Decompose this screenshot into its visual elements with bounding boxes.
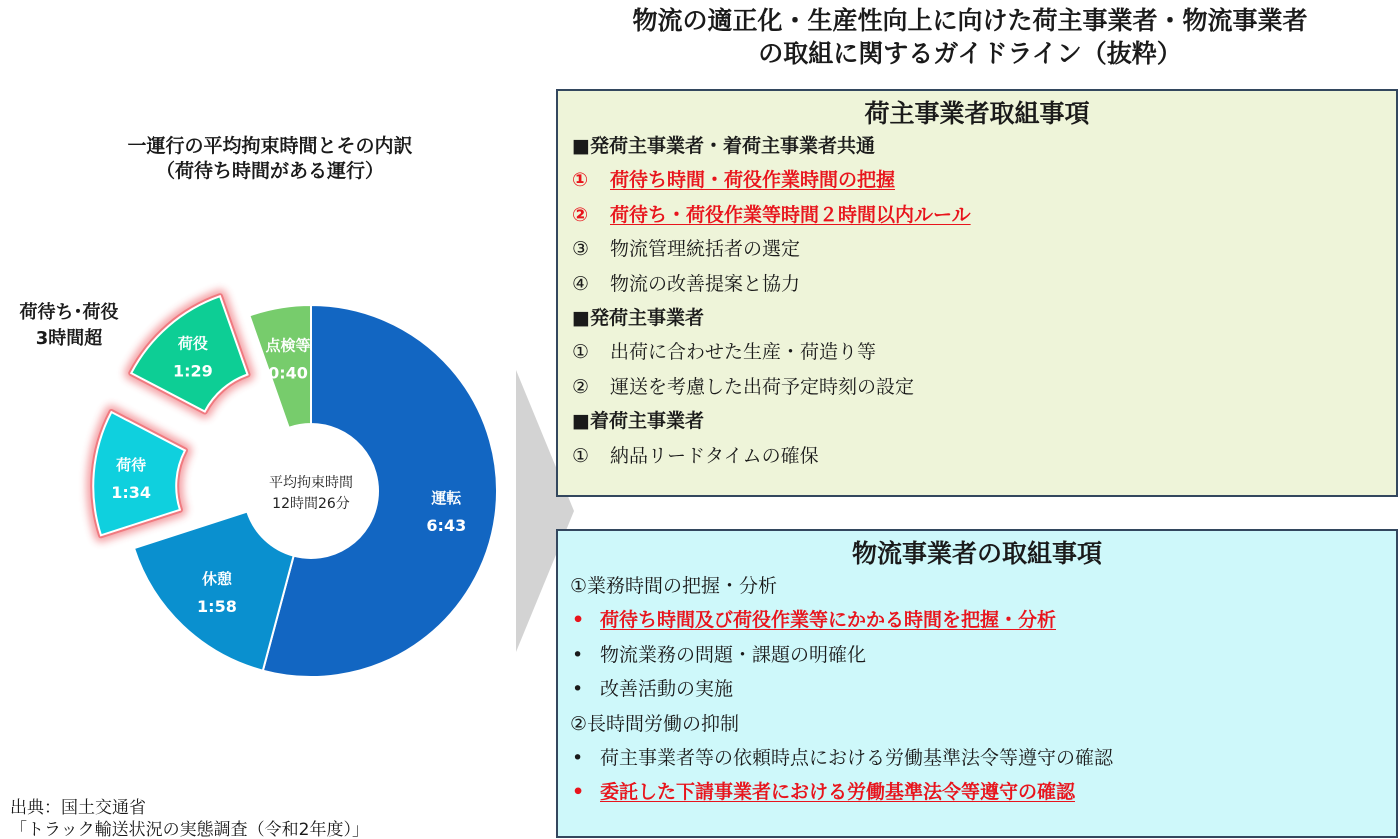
shipper-list xyxy=(558,129,1396,473)
source-line1: 出典：国土交通省 xyxy=(10,798,146,818)
shipper-item-marker: ■ xyxy=(572,410,590,433)
logistics-item-marker: • xyxy=(572,678,584,701)
shipper-item-marker: ② xyxy=(572,375,590,398)
shipper-box-title: 荷主事業者取組事項 xyxy=(864,99,1090,128)
shipper-item-text: 荷待ち・荷役作業等時間２時間以内ルール xyxy=(610,203,971,226)
main-title xyxy=(540,4,1400,70)
slice-driving-label: 運転 xyxy=(431,488,462,507)
logistics-item-text: 荷待ち時間及び荷役作業等にかかる時間を把握・分析 xyxy=(600,609,1057,632)
chart-title-line2: （荷待ち時間がある運行） xyxy=(155,160,384,182)
logistics-item xyxy=(558,707,1396,741)
logistics-item xyxy=(558,775,1396,809)
logistics-item-text: ①業務時間の把握・分析 xyxy=(570,575,778,597)
shipper-item-marker: ① xyxy=(572,341,590,364)
callout-line1: 荷待ち･荷役 xyxy=(19,302,119,323)
shipper-item xyxy=(558,129,1396,163)
logistics-box-title: 物流事業者の取組事項 xyxy=(851,539,1102,568)
shipper-item xyxy=(558,301,1396,335)
source-line2: 「トラック輸送状況の実態調査（令和2年度）」 xyxy=(10,820,369,839)
logistics-item-text: 物流業務の問題・課題の明確化 xyxy=(600,643,867,666)
shipper-item-text: 出荷に合わせた生産・荷造り等 xyxy=(610,341,877,364)
shipper-item xyxy=(558,404,1396,438)
main-title-line1: 物流の適正化・生産性向上に向けた荷主事業者・物流事業者 xyxy=(632,6,1308,35)
logistics-list xyxy=(558,569,1396,810)
shipper-item xyxy=(558,232,1396,266)
source-note xyxy=(10,797,369,839)
shipper-item-marker: ■ xyxy=(572,306,590,329)
shipper-item xyxy=(558,335,1396,369)
shipper-item-marker: ■ xyxy=(572,135,590,157)
main-title-line2: の取組に関するガイドライン（抜粋） xyxy=(758,39,1182,68)
logistics-item-text: 荷主事業者等の依頼時点における労働基準法令等遵守の確認 xyxy=(600,746,1114,769)
logistics-item-text: ②長時間労働の抑制 xyxy=(570,712,740,735)
slice-waiting-label: 荷待 xyxy=(116,455,147,474)
slice-handling-value: 1:29 xyxy=(172,361,213,381)
logistics-item xyxy=(558,603,1396,637)
logistics-item-marker: • xyxy=(572,609,585,632)
slice-rest xyxy=(134,512,294,671)
slice-handling-label: 荷役 xyxy=(177,334,208,353)
shipper-item-text: 荷待ち時間・荷役作業時間の把握 xyxy=(610,169,896,192)
shipper-item-marker: ④ xyxy=(572,272,590,295)
logistics-box xyxy=(556,529,1398,838)
slice-driving-value: 6:43 xyxy=(426,515,467,535)
shipper-item-text: 納品リードタイムの確保 xyxy=(610,444,819,467)
slice-inspection-value: 0:40 xyxy=(268,363,308,383)
logistics-item-marker: • xyxy=(572,746,584,769)
shipper-item xyxy=(558,163,1396,197)
shipper-item xyxy=(558,267,1396,301)
logistics-item-marker: • xyxy=(572,643,584,666)
shipper-box xyxy=(556,89,1398,497)
callout-line2: 3時間超 xyxy=(35,328,103,349)
logistics-item-text: 改善活動の実施 xyxy=(600,678,734,701)
shipper-item-text: 着荷主事業者 xyxy=(590,410,705,433)
shipper-item-marker: ③ xyxy=(572,238,590,261)
logistics-item xyxy=(558,672,1396,706)
shipper-item xyxy=(558,370,1396,404)
logistics-item xyxy=(558,638,1396,672)
shipper-item xyxy=(558,198,1396,232)
logistics-item xyxy=(558,741,1396,775)
shipper-item-text: 物流管理統括者の選定 xyxy=(610,238,801,261)
slice-waiting-value: 1:34 xyxy=(111,482,152,502)
slice-rest-value: 1:58 xyxy=(197,596,237,616)
shipper-item-text: 発荷主事業者・着荷主事業者共通 xyxy=(590,135,876,157)
logistics-item-marker: • xyxy=(572,781,585,804)
logistics-item xyxy=(558,569,1396,603)
center-label-line2: 12時間26分 xyxy=(272,496,350,512)
slice-inspection-label: 点検等 xyxy=(265,336,311,355)
shipper-item-marker: ② xyxy=(572,203,589,226)
slice-rest-label: 休憩 xyxy=(201,569,232,588)
shipper-item-marker: ① xyxy=(572,169,589,192)
shipper-item-marker: ① xyxy=(572,444,590,467)
callout-label xyxy=(10,300,128,352)
chart-title-line1: 一運行の平均拘束時間とその内訳 xyxy=(127,135,413,157)
shipper-item xyxy=(558,439,1396,473)
shipper-item-text: 発荷主事業者 xyxy=(590,306,705,329)
shipper-item-text: 運送を考慮した出荷予定時刻の設定 xyxy=(610,375,915,398)
center-label-line1: 平均拘束時間 xyxy=(269,475,353,491)
shipper-item-text: 物流の改善提案と協力 xyxy=(610,272,801,295)
logistics-item-text: 委託した下請事業者における労働基準法令等遵守の確認 xyxy=(600,781,1076,804)
